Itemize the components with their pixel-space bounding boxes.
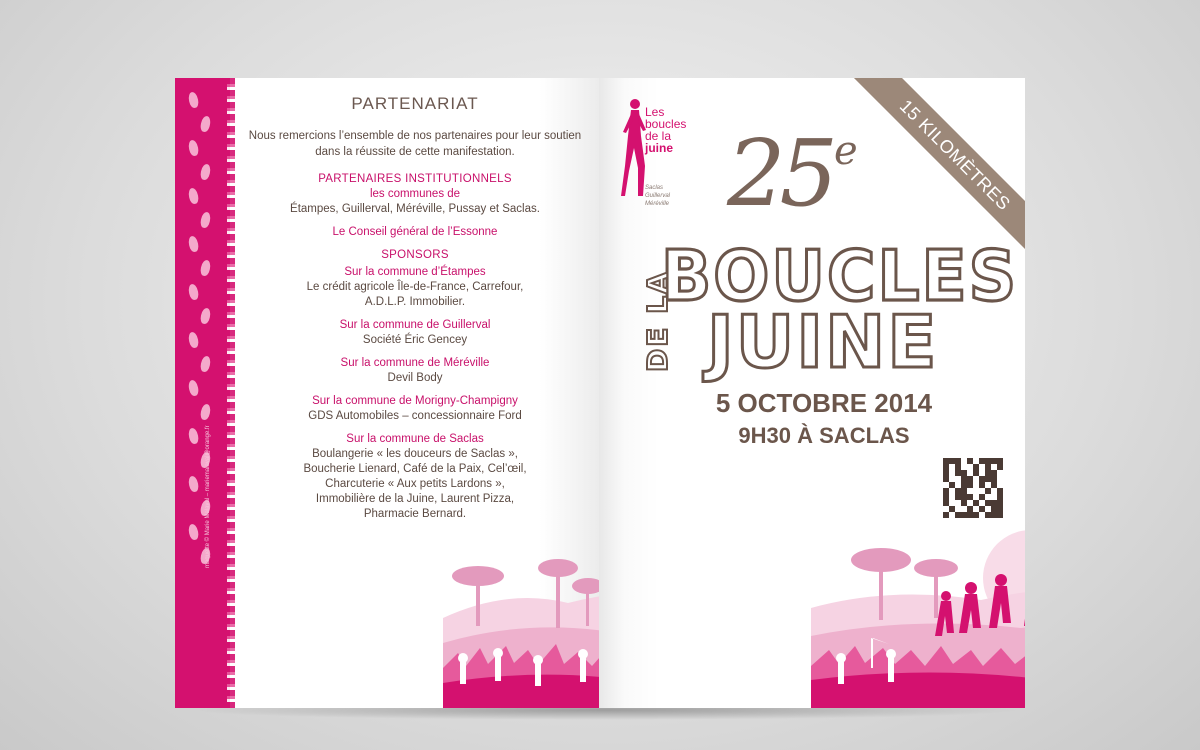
- title-de-la: DE LA: [641, 270, 674, 372]
- logo-sub-line: Saclas: [645, 185, 664, 191]
- logo-line: boucles: [645, 117, 687, 131]
- sponsors-heading: SPONSORS: [381, 249, 449, 261]
- title-juine: JUINE: [707, 300, 939, 384]
- distance-banner: 15 KILOMÈTRES: [837, 78, 1025, 273]
- general-council: Le Conseil général de l’Essonne: [332, 226, 498, 238]
- intro-paragraph: Nous remercions l’ensemble de nos partenaires pour leur soutien dans la réussite de cette manifestation.: [248, 130, 582, 158]
- sponsor-name: Charcuterie « Aux petits Lardons »,: [325, 478, 505, 490]
- sponsor-name: Devil Body: [387, 372, 443, 384]
- sponsor-name: GDS Automobiles – concessionnaire Ford: [308, 410, 522, 422]
- sponsors-heading-wrap: [245, 248, 585, 263]
- left-page: [175, 78, 599, 708]
- logo-communes: [645, 184, 670, 208]
- brochure: [175, 78, 1025, 708]
- title-boucles: BOUCLES: [661, 236, 1019, 317]
- partnership-text: [245, 94, 585, 530]
- right-landscape-illustration: [599, 468, 1025, 708]
- sponsor-name: Immobilière de la Juine, Laurent Pizza,: [315, 493, 515, 505]
- logo-line: de la: [645, 129, 672, 143]
- designer-credit: maquette © Marie Malaval – mariemalaval@orange.fr: [205, 425, 211, 568]
- sponsor-name: Pharmacie Bernard.: [363, 508, 467, 520]
- sponsor-group: [245, 318, 585, 348]
- event-time: 9H30 À SACLAS: [738, 423, 910, 448]
- edition-number: 25: [727, 120, 833, 227]
- sponsor-name: Société Éric Gencey: [362, 334, 468, 346]
- sponsor-commune: Sur la commune d’Étampes: [344, 266, 486, 278]
- page-title: PARTENARIAT: [351, 94, 479, 113]
- institutional-heading: PARTENAIRES INSTITUTIONNELS: [318, 173, 512, 185]
- sponsor-group: [245, 394, 585, 424]
- sponsor-name: A.D.L.P. Immobilier.: [364, 296, 466, 308]
- institutional-section: [245, 172, 585, 217]
- sponsor-name: Le crédit agricole Île-de-France, Carrefour,: [306, 281, 524, 293]
- logo-sub-line: Méréville: [645, 201, 670, 207]
- right-page: [599, 78, 1025, 708]
- left-landscape-illustration: [175, 468, 599, 708]
- sponsor-name: Boucherie Lienard, Café de la Paix, Cel’œil,: [303, 463, 527, 475]
- logo-sub-line: Guillerval: [645, 193, 671, 199]
- edition-superscript: e: [834, 128, 858, 174]
- sponsor-name: Boulangerie « les douceurs de Saclas »,: [312, 448, 518, 460]
- sponsor-group: [245, 265, 585, 310]
- institutional-sub: les communes de: [369, 188, 461, 200]
- event-date: 5 OCTOBRE 2014: [715, 388, 933, 418]
- logo-text: [645, 106, 686, 154]
- sponsor-commune: Sur la commune de Méréville: [340, 357, 490, 369]
- sponsor-commune: Sur la commune de Guillerval: [339, 319, 491, 331]
- sponsor-group: [245, 356, 585, 386]
- sponsor-commune: Sur la commune de Morigny-Champigny: [312, 395, 518, 407]
- sponsor-commune: Sur la commune de Saclas: [346, 433, 484, 445]
- logo-line: Les: [645, 105, 665, 119]
- logo-line: juine: [645, 141, 674, 155]
- institutional-communes: Étampes, Guillerval, Méréville, Pussay et Saclas.: [290, 203, 540, 215]
